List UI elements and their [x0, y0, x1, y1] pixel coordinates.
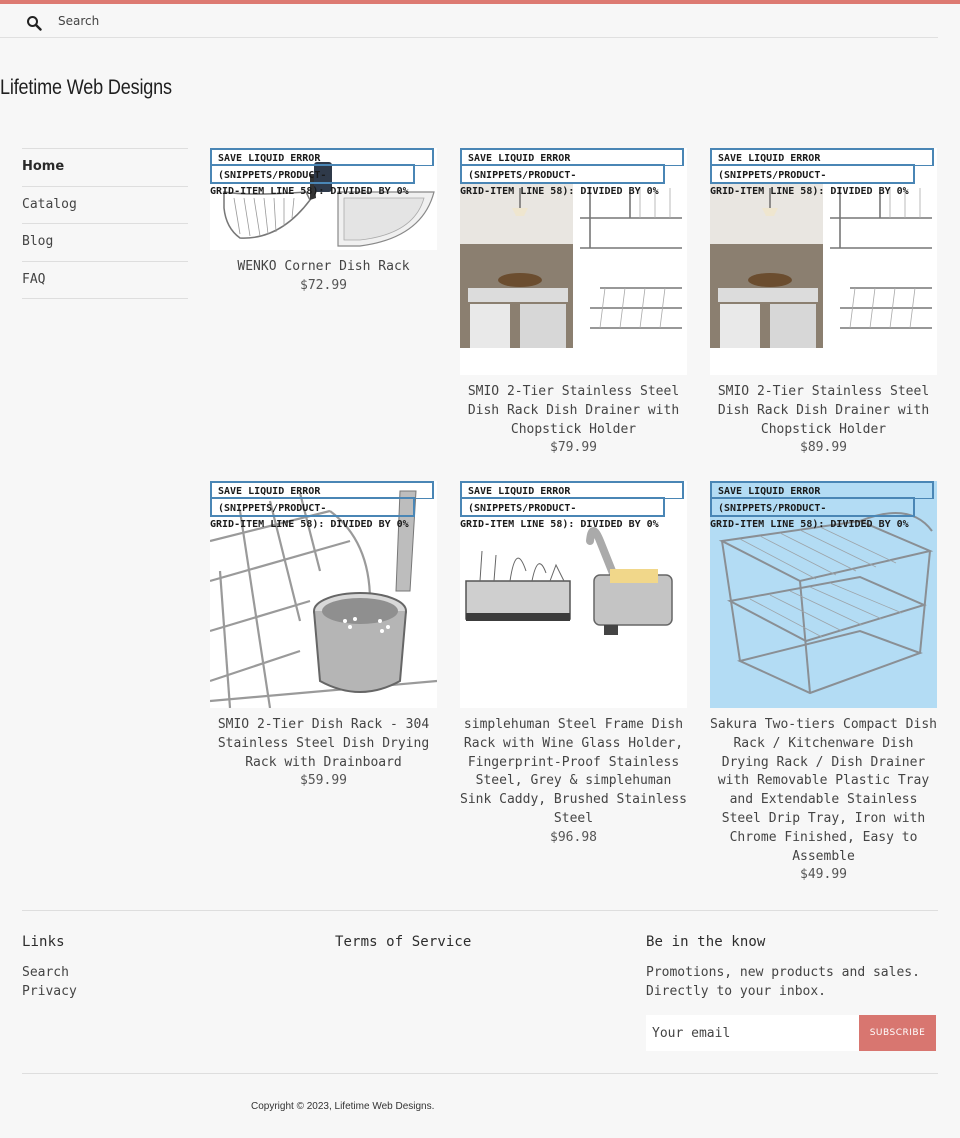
sale-badge: SAVE LIQUID ERROR (SNIPPETS/PRODUCT- GRID-ITEM LINE 58): DIVIDED BY 0% — [710, 481, 934, 534]
product-image[interactable] — [460, 481, 687, 708]
search-input[interactable] — [58, 10, 358, 32]
sidebar-nav — [22, 148, 188, 299]
subscribe-button[interactable]: SUBSCRIBE — [859, 1015, 936, 1051]
nav-item-catalog[interactable]: Catalog — [22, 187, 188, 225]
sale-badge: SAVE LIQUID ERROR (SNIPPETS/PRODUCT- GRID-ITEM LINE 58): DIVIDED BY 0% — [460, 148, 684, 201]
site-logo[interactable]: Lifetime Web Designs — [0, 76, 172, 99]
footer-bottom-divider — [22, 1073, 938, 1074]
product-title[interactable]: SMIO 2-Tier Dish Rack - 304 Stainless Steel Dish Drying Rack with Drainboard — [217, 717, 430, 770]
product-title[interactable]: simplehuman Steel Frame Dish Rack with Wine Glass Holder, Fingerprint-Proof Stainless Steel, Grey & simplehuman Sink Caddy, Brushed Stainless Steel — [460, 717, 687, 826]
product-card[interactable] — [710, 481, 937, 885]
product-title[interactable]: SMIO 2-Tier Stainless Steel Dish Rack Dish Drainer with Chopstick Holder — [717, 384, 930, 437]
copyright-text: Copyright © 2023, Lifetime Web Designs. — [251, 1101, 435, 1112]
footer-links-heading: Links — [22, 934, 65, 950]
nav-item-faq[interactable]: FAQ — [22, 262, 188, 300]
product-image[interactable] — [710, 481, 937, 708]
sale-badge: SAVE LIQUID ERROR (SNIPPETS/PRODUCT- GRID-ITEM LINE 58): DIVIDED BY 0% — [460, 481, 684, 534]
search-bar — [0, 4, 938, 38]
product-price: $72.99 — [300, 277, 347, 293]
footer-terms — [335, 934, 471, 963]
sale-badge: SAVE LIQUID ERROR (SNIPPETS/PRODUCT- GRID-ITEM LINE 58): DIVIDED BY 0% — [210, 481, 434, 534]
sale-badge: SAVE LIQUID ERROR (SNIPPETS/PRODUCT- GRID-ITEM LINE 58): DIVIDED BY 0% — [710, 148, 934, 201]
product-title[interactable]: WENKO Corner Dish Rack — [237, 259, 410, 274]
product-price: $79.99 — [550, 440, 597, 456]
nav-item-blog[interactable]: Blog — [22, 224, 188, 262]
footer-terms-heading[interactable]: Terms of Service — [335, 934, 472, 950]
product-title[interactable]: SMIO 2-Tier Stainless Steel Dish Rack Dish Drainer with Chopstick Holder — [467, 384, 680, 437]
product-price: $49.99 — [800, 867, 847, 883]
product-card[interactable] — [210, 148, 437, 296]
product-card[interactable] — [460, 148, 687, 458]
sale-badge: SAVE LIQUID ERROR (SNIPPETS/PRODUCT- GRID-ITEM LINE 58): DIVIDED BY 0% — [210, 148, 434, 201]
product-price: $96.98 — [550, 829, 597, 845]
product-image[interactable] — [460, 148, 687, 375]
nav-item-home[interactable]: Home — [22, 149, 188, 187]
search-icon[interactable] — [26, 15, 42, 31]
footer-newsletter — [646, 934, 938, 1001]
footer-divider — [22, 910, 938, 911]
product-price: $59.99 — [300, 773, 347, 789]
product-card[interactable] — [460, 481, 687, 848]
product-image[interactable] — [710, 148, 937, 375]
footer-links — [22, 934, 77, 1001]
product-card[interactable] — [210, 481, 437, 791]
product-image[interactable] — [210, 148, 437, 250]
product-title[interactable]: Sakura Two-tiers Compact Dish Rack / Kitchenware Dish Drying Rack / Dish Drainer with Removable Plastic Tray and Extendable Stainless Steel Drip Tray, Iron with Chrome Finished, Easy to Assemble — [710, 717, 937, 864]
product-card[interactable] — [710, 148, 937, 458]
footer-link-search[interactable]: Search — [22, 965, 69, 980]
product-price: $89.99 — [800, 440, 847, 456]
product-image[interactable] — [210, 481, 437, 708]
newsletter-text: Promotions, new products and sales. Directly to your inbox. — [646, 965, 920, 999]
email-input[interactable] — [646, 1015, 859, 1051]
footer-link-privacy[interactable]: Privacy — [22, 984, 77, 999]
newsletter-heading: Be in the know — [646, 934, 766, 950]
